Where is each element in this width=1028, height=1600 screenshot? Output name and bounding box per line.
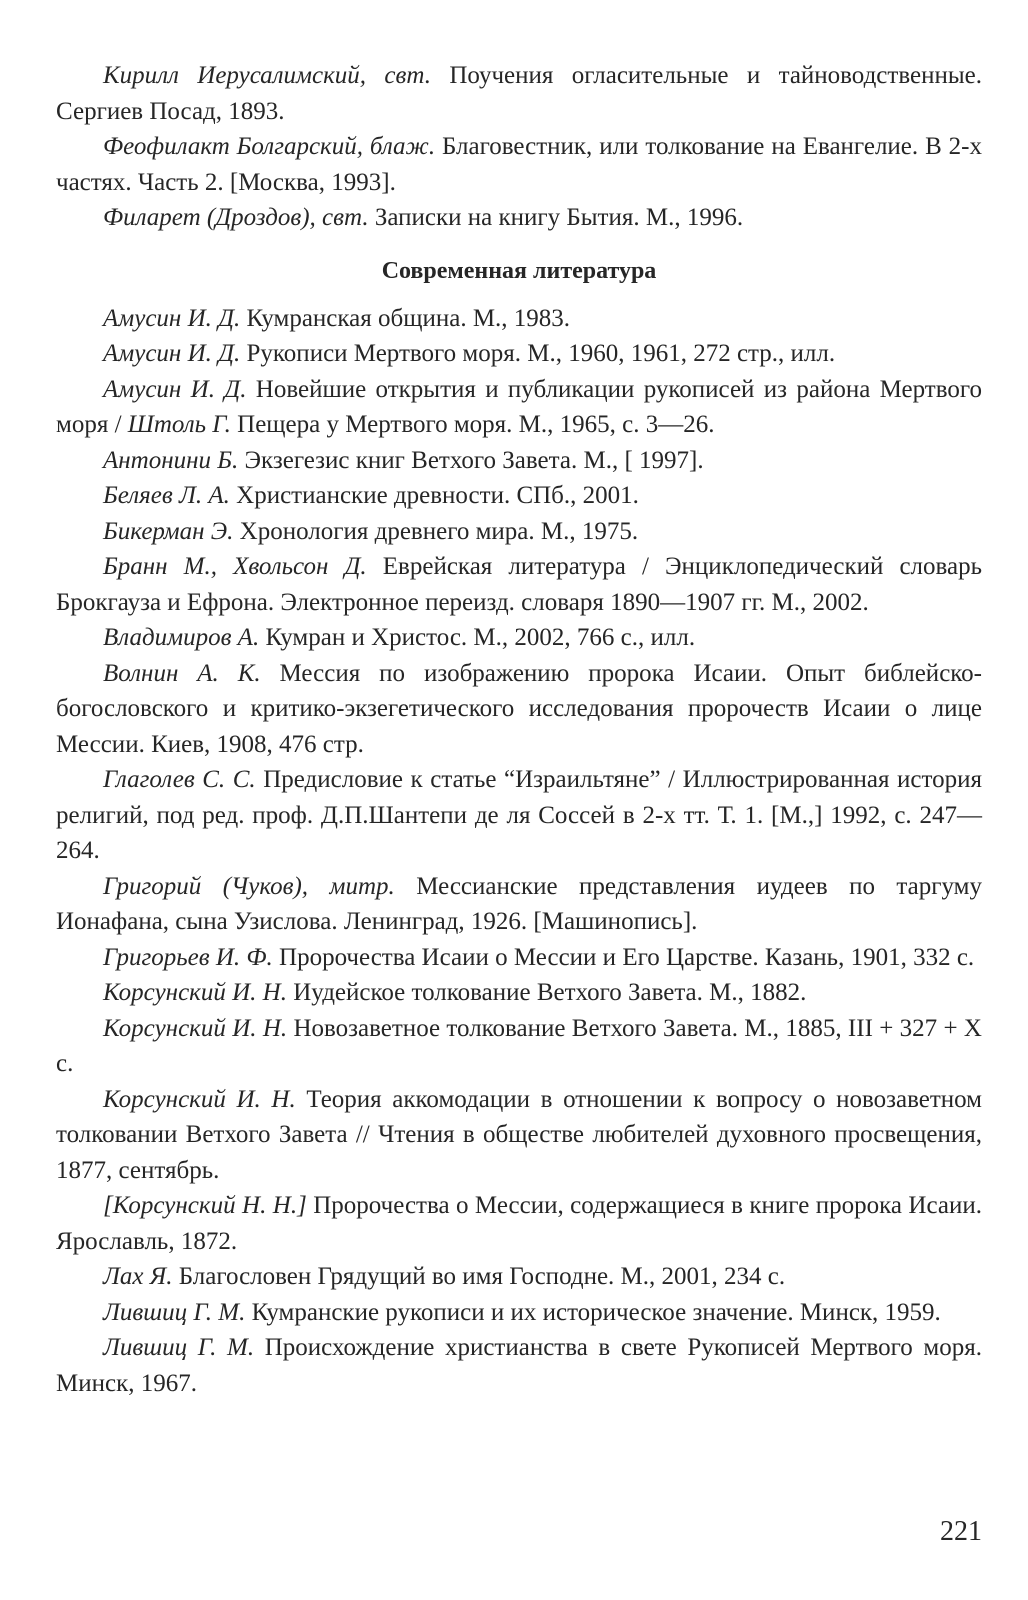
entry-author: Феофилакт Болгарский, блаж. [103,133,436,160]
entry-text: Новейшие открытия и публикации рукописей из района Мертвого моря / [56,375,982,438]
bibliography-entry [56,1188,982,1259]
entry-author: Лах Я. [103,1263,173,1290]
entry-text: Благословен Грядущий во имя Господне. М., 2001, 234 с. [172,1263,786,1290]
bibliography-entry [56,301,982,337]
bibliography-entry [56,1011,982,1082]
entry-author: Владимиров А. [103,624,260,651]
entry-text: Теория аккомодации в отношении к вопросу о новозаветном толковании Ветхого Завета // Чтения в обществе любителей духовного просвещения, 1877, сентябрь. [56,1085,982,1184]
bibliography-entry [56,443,982,479]
entry-author: Лившиц Г. М. [103,1298,246,1326]
entry-text: Мессианские представления иудеев по таргуму Ионафана, сына Узислова. Ленинград, 1926. [Машинопись]. [56,872,982,935]
bibliography-entry [56,549,982,620]
entry-text: Поучения огласительные и тайноводственные. Сергиев Посад, 1893. [56,62,982,125]
section-title: Современная литература [381,257,657,284]
entry-text: Экзегезис книг Ветхого Завета. М., [ 1997]. [238,446,704,474]
bibliography-entry [56,656,982,763]
entry-author: Амусин И. Д. [103,304,241,332]
entry-author: Филарет (Дроздов), свт. [103,204,369,231]
entry-author: Лившиц Г. М. [103,1334,255,1361]
bibliography-entry [56,372,982,443]
bibliography-entry [56,58,982,129]
entry-text: Пророчества Исаии о Мессии и Его Царстве. Казань, 1901, 332 с. [272,943,975,971]
entry-author-secondary: Штоль Г. [127,411,231,438]
bibliography-entry [56,620,982,656]
entry-text: Христианские древности. СПб., 2001. [229,482,639,509]
entry-text: Мессия по изображению пророка Исаии. Опыт библейско-богословского и критико-экзегетического исследования пророчеств Исаии о лице Мессии. Киев, 1908, 476 стр. [56,659,982,758]
entry-text: Происхождение христианства в свете Рукописей Мертвого моря. Минск, 1967. [56,1334,982,1397]
bibliography-entry [56,1082,982,1189]
entry-text: Еврейская литература / Энциклопедический словарь Брокгауза и Ефрона. Электронное переизд. словаря 1890—1907 гг. М., 2002. [56,553,982,616]
entry-text: Благовестник, или толкование на Евангелие. В 2-х частях. Часть 2. [Москва, 1993]. [56,133,982,196]
entry-author: Бикерман Э. [103,517,234,545]
bibliography-list [56,301,982,1402]
entry-author: [Корсунский Н. Н.] [103,1192,307,1219]
entry-author: Григорьев И. Ф. [103,943,273,971]
entry-text-secondary: Пещера у Мертвого моря. М., 1965, с. 3—26. [230,411,715,438]
bibliography-entry [56,478,982,514]
entry-text: Новозаветное толкование Ветхого Завета. М., 1885, III + 327 + X с. [56,1014,982,1077]
bibliography-entry [56,940,982,976]
bibliography-entry [56,762,982,869]
entry-text: Кумранская община. М., 1983. [240,304,571,332]
entry-text: Пророчества о Мессии, содержащиеся в книге пророка Исаии. Ярославль, 1872. [56,1192,982,1255]
bibliography-top-list [56,58,982,236]
entry-author: Корсунский И. Н. [103,1085,296,1113]
bibliography-entry [56,129,982,200]
bibliography-entry [56,869,982,940]
entry-author: Бранн М., Хвольсон Д. [103,553,367,580]
bibliography-entry [56,1330,982,1401]
entry-author: Амусин И. Д. [103,340,241,367]
bibliography-entry [56,975,982,1011]
entry-text: Кумранские рукописи и их историческое значение. Минск, 1959. [245,1298,941,1326]
entry-author: Корсунский И. Н. [103,1014,288,1042]
entry-author: Амусин И. Д. [103,375,247,403]
bibliography-page [56,58,982,1401]
entry-author: Корсунский И. Н. [103,979,287,1006]
entry-author: Кирилл Иерусалимский, свт. [103,62,431,89]
bibliography-entry [56,1295,982,1331]
bibliography-entry [56,336,982,372]
bibliography-entry [56,514,982,550]
entry-text: Предисловие к статье “Израильтяне” / Иллюстрированная история религий, под ред. проф. Д.П.Шантепи де ля Соссей в 2-х тт. Т. 1. [М.,] 1992, с. 247—264. [56,766,982,864]
page-number: 221 [940,1516,982,1547]
entry-author: Григорий (Чуков), митр. [103,872,395,900]
entry-author: Беляев Л. А. [103,482,230,509]
entry-text: Рукописи Мертвого моря. М., 1960, 1961, 272 стр., илл. [240,340,836,367]
entry-text: Хронология древнего мира. М., 1975. [233,517,639,545]
entry-text: Иудейское толкование Ветхого Завета. М., 1882. [286,979,807,1006]
entry-author: Глаголев С. С. [103,766,256,793]
entry-author: Волнин А. К. [103,659,261,687]
bibliography-entry [56,200,982,236]
entry-author: Антонини Б. [103,446,239,474]
entry-text: Кумран и Христос. М., 2002, 766 с., илл. [259,624,696,651]
entry-text: Записки на книгу Бытия. М., 1996. [368,204,744,231]
bibliography-entry [56,1259,982,1295]
